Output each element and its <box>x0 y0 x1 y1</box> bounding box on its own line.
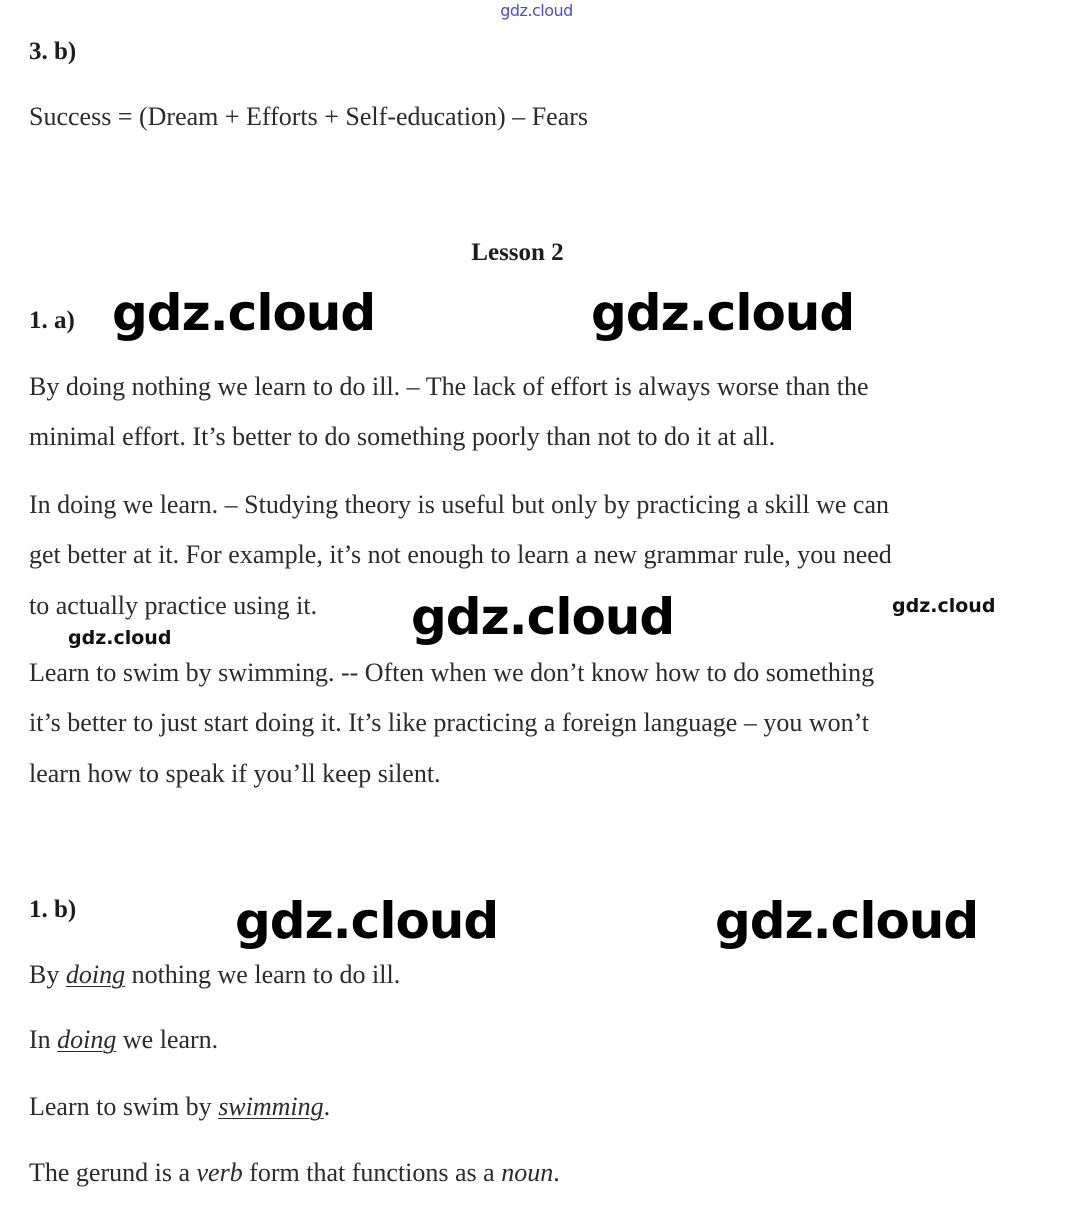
watermark: gdz.cloud <box>591 284 855 342</box>
paragraph-line: By doing nothing we learn to do ill. – The lack of effort is always worse than the <box>29 372 869 401</box>
watermark: gdz.cloud <box>235 892 499 950</box>
example-sentence <box>29 959 400 991</box>
section-1a-label: 1. a) <box>29 307 75 334</box>
sentence-text: Learn to swim by <box>29 1092 219 1121</box>
paragraph-line: minimal effort. It’s better to do something poorly than not to do it at all. <box>29 422 776 451</box>
lesson-title: Lesson 2 <box>471 239 564 266</box>
sentence-text: In <box>29 1025 58 1054</box>
success-formula: Success = (Dream + Efforts + Self-education) – Fears <box>29 102 589 131</box>
paragraph-line: it’s better to just start doing it. It’s like practicing a foreign language – you won’t <box>29 708 870 737</box>
paragraph-line: to actually practice using it. <box>29 591 318 620</box>
watermark-small: gdz.cloud <box>68 627 172 649</box>
site-mark: gdz.cloud <box>500 1 573 20</box>
sentence-text: nothing we learn to do ill. <box>125 960 401 989</box>
sentence-text: . <box>323 1092 331 1121</box>
paragraph-line: get better at it. For example, it’s not enough to learn a new grammar rule, you need <box>29 540 892 569</box>
watermark: gdz.cloud <box>112 284 376 342</box>
sentence-text: . <box>553 1158 560 1187</box>
example-sentence <box>29 1091 330 1123</box>
watermark-small: gdz.cloud <box>892 595 996 617</box>
gerund-definition <box>29 1157 560 1189</box>
sentence-text: we learn. <box>116 1025 219 1054</box>
section-3b-label: 3. b) <box>29 38 77 65</box>
section-1b-label: 1. b) <box>29 896 77 923</box>
gerund-word: doing <box>65 960 126 989</box>
watermark: gdz.cloud <box>715 892 979 950</box>
paragraph-line: In doing we learn. – Studying theory is useful but only by practicing a skill we can <box>29 490 889 519</box>
sentence-text: The gerund is a <box>29 1158 197 1187</box>
watermark: gdz.cloud <box>411 588 675 646</box>
noun-word: noun <box>501 1158 554 1187</box>
paragraph-line: learn how to speak if you’ll keep silent. <box>29 759 441 788</box>
paragraph-line: Learn to swim by swimming. -- Often when we don’t know how to do something <box>29 658 875 687</box>
sentence-text: form that functions as a <box>242 1158 502 1187</box>
example-sentence <box>29 1024 218 1056</box>
gerund-word: doing <box>57 1025 117 1054</box>
verb-word: verb <box>196 1158 243 1187</box>
sentence-text: By <box>29 960 66 989</box>
gerund-word: swimming <box>218 1092 324 1121</box>
